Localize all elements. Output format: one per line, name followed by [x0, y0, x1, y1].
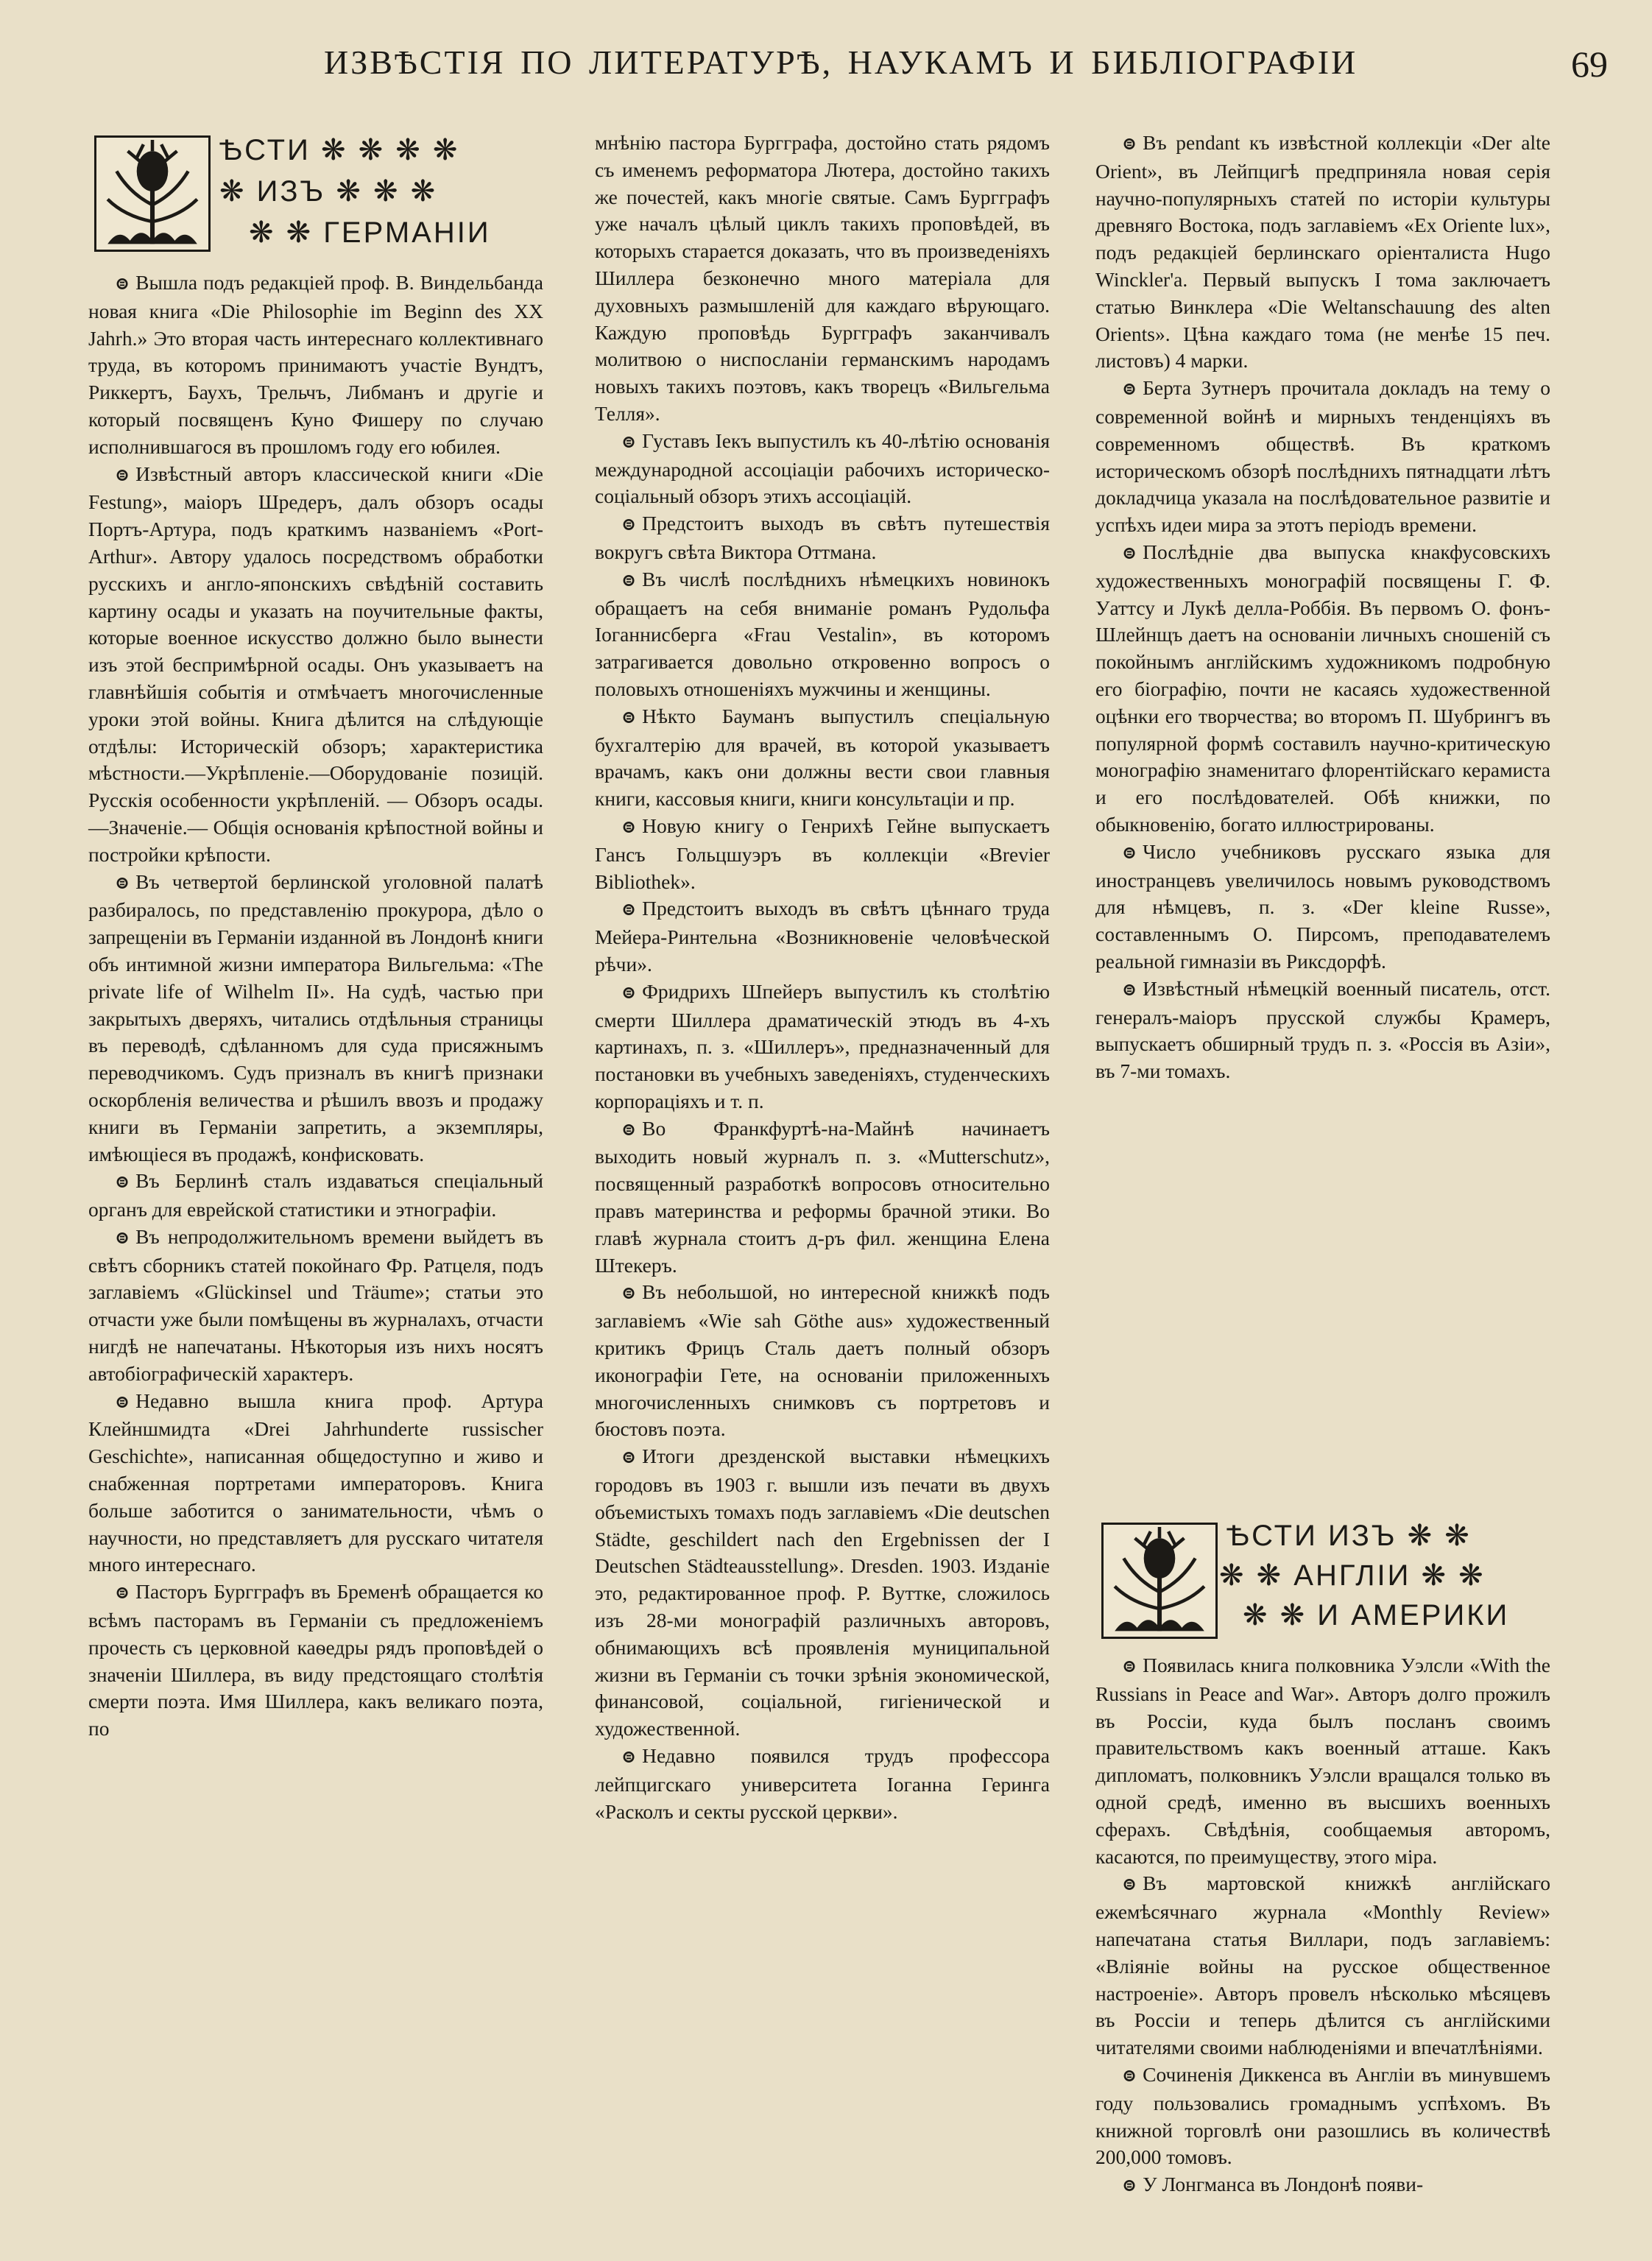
- heading-line-1: ѢСТИ ИЗЪ ❋ ❋: [1226, 1520, 1472, 1552]
- page-number: 69: [1571, 43, 1608, 85]
- article-paragraph: ⊜ Въ числѣ послѣднихъ нѣмецкихъ новинокъ обращаетъ на себя вниманіе романъ Рудольфа Іоганнисберга «Frau Vestalin», въ которомъ затрагивается довольно откровенно вопросъ о половыхъ отношеніяхъ мужчины и женщины.: [595, 567, 1050, 700]
- paragraph-mark-icon: ⊜: [621, 1284, 637, 1304]
- article-paragraph: ⊜ Число учебниковъ русскаго языка для иностранцевъ увеличилось новымъ руководствомъ для нѣмцевъ, п. з. «Der kleine Russe», составленнымъ О. Пирсомъ, преподавателемъ реальной гимназіи въ Риксдорфѣ.: [1095, 839, 1550, 973]
- paragraph-mark-icon: ⊜: [621, 817, 637, 837]
- paragraph-mark-icon: ⊜: [115, 275, 130, 294]
- article-paragraph: ⊜ Въ мартовской книжкѣ англійскаго ежемѣсячнаго журнала «Monthly Review» напечатана статья Виллари, подъ заглавіемъ: «Вліяніе войны на русское общественное настроеніе». Авторъ провелъ нѣсколько мѣсяцевъ въ Россіи и теперь дѣлится съ англійскими читателями своими наблюденіями и впечатлѣніями.: [1095, 1872, 1550, 2059]
- running-head: ИЗВѢСТІЯ ПО ЛИТЕРАТУРѢ, НАУКАМЪ И БИБЛІОГРАФІИ: [324, 43, 1358, 81]
- article-paragraph: ⊜ Фридрихъ Шпейеръ выпустилъ къ столѣтію смерти Шиллера драматическій этюдъ въ 4-хъ картинахъ, п. з. «Шиллеръ», предназначенный для постановки въ учебныхъ заведеніяхъ, студенческихъ корпораціяхъ и т. п.: [595, 979, 1050, 1112]
- article-paragraph: ⊜ Густавъ Іекъ выпустилъ къ 40-лѣтію основанія международной ассоціаціи рабочихъ историческо-соціальный обзоръ этихъ ассоціацій.: [595, 428, 1050, 508]
- paragraph-mark-icon: ⊜: [621, 432, 637, 452]
- paragraph-mark-icon: ⊜: [621, 900, 637, 920]
- article-paragraph-continuation: мнѣнію пастора Бургграфа, достойно стать рядомъ съ именемъ реформатора Лютера, достойно такихъ же почестей, какъ многіе святые. Самъ Бургграфъ уже началъ цѣлый циклъ такихъ проповѣдей, въ которыхъ старается доказать, что въ произведеніяхъ Шиллера безконечно много матеріала для духовныхъ размышленій для каждаго вѣрующаго. Каждую проповѣдь Бургграфъ заканчивалъ молитвою о ниспосланіи германскимъ народамъ новыхъ такихъ поэтовъ, какъ творецъ «Вильгельма Телля».: [595, 131, 1050, 425]
- article-paragraph: ⊜ Во Франкфуртѣ-на-Майнѣ начинаетъ выходить новый журналъ п. з. «Mutterschutz», посвященный разработкѣ вопросовъ относительно правъ материнства и реформы брачной этики. Во главѣ журнала стоитъ д-ръ фил. женщина Елена Штекеръ.: [595, 1116, 1050, 1277]
- article-paragraph: ⊜ Предстоитъ выходъ въ свѣтъ путешествія вокругъ свѣта Виктора Оттмана.: [595, 512, 1050, 563]
- paragraph-mark-icon: ⊜: [115, 1228, 130, 1248]
- thistle-ornament-icon: [1101, 1523, 1218, 1639]
- article-paragraph: ⊜ Итоги дрезденской выставки нѣмецкихъ городовъ въ 1903 г. вышли изъ печати въ двухъ объемистыхъ томахъ подъ заглавіемъ «Die deutschen Städte, geschildert nach den Ergebnissen der I Deutschen Städteausstellung». Dresden. 1903. Изданіе это, редактированное проф. Р. Вуттке, сложилось изъ 28-ми монографій различныхъ авторовъ, обнимающихъ всѣ проявленія муниципальной жизни въ Германіи съ точки зрѣнія экономической, финансовой, соціальной, гигіенической и художественной.: [595, 1445, 1050, 1740]
- column-3: [1095, 130, 1550, 2196]
- article-paragraph: ⊜ Въ четвертой берлинской уголовной палатѣ разбиралось, по представленію прокурора, дѣло о запрещеніи въ Германіи изданной въ Лондонѣ книги объ интимной жизни императора Вильгельма: «The private life of Wilhelm II». На судѣ, частью при закрытыхъ дверяхъ, читались отдѣльныя страницы въ переводѣ, сдѣланномъ для суда присяжнымъ переводчикомъ. Судъ призналъ въ книгѣ признаки оскорбленія величества и рѣшилъ ввозъ и продажу книги въ Германіи запретить, а экземпляры, имѣющіеся въ продажѣ, конфисковать.: [88, 870, 543, 1165]
- paragraph-mark-icon: ⊜: [621, 708, 637, 727]
- article-paragraph: ⊜ У Лонгманса въ Лондонѣ появи-: [1122, 2173, 1424, 2196]
- section-heading-england: [1095, 1517, 1550, 1642]
- article-paragraph: ⊜ Извѣстный авторъ классической книги «Die Festung», маіоръ Шредеръ, далъ обзоръ осады Портъ-Артура, подъ краткимъ названіемъ «Port-Arthur». Автору удалось посредствомъ обработки русскихъ и англо-японскихъ свѣдѣній составить картину осады и указать на поучительные факты, которые военное искусство должно было вынести изъ этой беспримѣрной осады. Онъ указываетъ на главнѣйшія событія и отмѣчаетъ многочисленные уроки этой войны. Книга дѣлится на слѣдующіе отдѣлы: Историческій обзоръ; характеристика мѣстности.—Укрѣпленіе.—Оборудованіе позицій. Русскія особенности укрѣпленій. — Обзоръ осады.—Значеніе.— Общія основанія крѣпостной войны и постройки крѣпости.: [88, 462, 543, 866]
- paragraph-mark-icon: ⊜: [1122, 543, 1137, 563]
- article-paragraph: ⊜ Недавно вышла книга проф. Артура Клейншмидта «Drei Jahrhunderte russischer Geschichte», написанная общедоступно и живо и снабженная портретами императоровъ. Книга больше заботится о занимательности, чѣмъ о научности, но представляетъ для русскаго читателя много интереснаго.: [88, 1389, 543, 1576]
- section-england-america: [1095, 1517, 1550, 2200]
- paragraph-mark-icon: ⊜: [621, 571, 637, 590]
- article-paragraph: ⊜ Въ небольшой, но интересной книжкѣ подъ заглавіемъ «Wie sah Göthe aus» художественный критикъ Фрицъ Сталь даетъ полный обзоръ иконографіи Гете, на основаніи приложенныхъ многочисленныхъ снимковъ съ портретовъ и бюстовъ поэта.: [595, 1280, 1050, 1441]
- page-header: [74, 43, 1608, 102]
- paragraph-mark-icon: ⊜: [621, 1448, 637, 1468]
- paragraph-mark-icon: ⊜: [115, 1584, 130, 1604]
- article-paragraph: ⊜ Сочиненія Диккенса въ Англіи въ минувшемъ году пользовались громаднымъ успѣхомъ. Въ книжной торговлѣ они разошлись въ количествѣ 200,000 томовъ.: [1095, 2062, 1550, 2169]
- article-paragraph: ⊜ Послѣдніе два выпуска кнакфусовскихъ художественныхъ монографій посвящены Г. Ф. Уаттсу и Лукѣ делла-Роббія. Въ первомъ О. фонъ-Шлейнщъ даетъ на основаніи личныхъ сношеній съ покойнымъ англійскимъ художникомъ подробную его біографію, почти не касаясь художественной оцѣнки его творчества; во второмъ П. Шубрингъ въ популярной формѣ составилъ научно-критическую монографію знаменитаго флорентійскаго керамиста и его послѣдователей. Обѣ книжки, по обыкновенію, богато иллюстрированы.: [1095, 540, 1550, 836]
- paragraph-mark-icon: ⊜: [1122, 980, 1137, 1000]
- paragraph-mark-icon: ⊜: [115, 1392, 130, 1412]
- article-paragraph: ⊜ Нѣкто Бауманъ выпустилъ спеціальную бухгалтерію для врачей, въ которой указываетъ врачамъ, какъ они должны вести свои главныя книги, кассовыя книги, книги консультаціи и пр.: [595, 704, 1050, 811]
- column-1: [88, 130, 543, 1743]
- paragraph-mark-icon: ⊜: [1122, 380, 1137, 400]
- paragraph-mark-icon: ⊜: [1122, 1657, 1137, 1676]
- paragraph-mark-icon: ⊜: [621, 1748, 637, 1768]
- paragraph-mark-icon: ⊜: [1122, 135, 1137, 154]
- heading-line-1: ѢСТИ ❋ ❋ ❋ ❋: [219, 134, 460, 166]
- paragraph-mark-icon: ⊜: [621, 515, 637, 535]
- heading-line-2: ❋ ❋ АНГЛІИ ❋ ❋: [1219, 1559, 1486, 1592]
- heading-line-3: ❋ ❋ ГЕРМАНІИ: [249, 216, 491, 249]
- article-paragraph: ⊜ Извѣстный нѣмецкій военный писатель, отст. генералъ-маіоръ прусской службы Крамеръ, выпускаетъ обширный трудъ п. з. «Россія въ Азіи», въ 7-ми томахъ.: [1095, 976, 1550, 1083]
- paragraph-mark-icon: ⊜: [115, 465, 130, 485]
- section-heading-germany: [88, 130, 543, 261]
- paragraph-mark-icon: ⊜: [115, 873, 130, 893]
- heading-line-3: ❋ ❋ И АМЕРИКИ: [1243, 1599, 1510, 1632]
- thistle-ornament-icon: [94, 135, 211, 252]
- paragraph-mark-icon: ⊜: [1122, 2176, 1137, 2196]
- article-paragraph: ⊜ Пасторъ Бургграфъ въ Бременѣ обращается ко всѣмъ пасторамъ въ Германіи съ предложеніемъ прочесть съ церковной каѳедры рядъ проповѣдей о значеніи Шиллера, въ виду предстоящаго столѣтія смерти поэта. Имя Шиллера, какъ великаго поэта, по: [88, 1580, 543, 1740]
- paragraph-mark-icon: ⊜: [1122, 1875, 1137, 1895]
- paragraph-mark-icon: ⊜: [115, 1173, 130, 1193]
- article-paragraph: ⊜ Вышла подъ редакціей проф. В. Виндельбанда новая книга «Die Philosophie im Beginn des XX Jahrh.» Это вторая часть интереснаго коллективнаго труда, въ которомъ принимаютъ участіе Вундтъ, Риккертъ, Баухъ, Трельчъ, Либманъ и другіе и который посвященъ Куно Фишеру по случаю исполнившагося въ прошломъ году его юбилея.: [88, 271, 543, 458]
- article-paragraph: ⊜ Берта Зутнеръ прочитала докладъ на тему о современной войнѣ и мирныхъ тенденціяхъ въ современномъ обществѣ. Въ краткомъ историческомъ обзорѣ послѣднихъ пятнадцати лѣтъ докладчица указала на послѣдовательное развитіе и успѣхъ идеи мира за этотъ періодъ времени.: [1095, 376, 1550, 537]
- article-paragraph: ⊜ Въ Берлинѣ сталъ издаваться спеціальный органъ для еврейской статистики и этнографіи.: [88, 1169, 543, 1221]
- paragraph-mark-icon: ⊜: [1122, 2066, 1137, 2086]
- article-paragraph: ⊜ Предстоитъ выходъ въ свѣтъ цѣннаго труда Мейера-Ринтельна «Возникновеніе человѣческой рѣчи».: [595, 897, 1050, 976]
- paragraph-mark-icon: ⊜: [1122, 843, 1137, 863]
- article-paragraph: ⊜ Появилась книга полковника Уэлсли «With the Russians in Peace and War». Авторъ долго прожилъ въ Россіи, куда былъ посланъ своимъ правительствомъ какъ военный атташе. Какъ дипломатъ, полковникъ Уэлсли вращался только въ одной средѣ, именно въ высшихъ военныхъ сферахъ. Свѣдѣнія, сообщаемыя авторомъ, касаются, по преимуществу, этого міра.: [1095, 1654, 1550, 1868]
- article-paragraph: ⊜ Недавно появился трудъ профессора лейпцигскаго университета Іоганна Геринга «Расколъ и секты русской церкви».: [595, 1744, 1050, 1823]
- paragraph-mark-icon: ⊜: [621, 1120, 637, 1140]
- heading-line-2: ❋ ИЗЪ ❋ ❋ ❋: [219, 175, 438, 208]
- article-paragraph: ⊜ Въ непродолжительномъ времени выйдетъ въ свѣтъ сборникъ статей покойнаго Фр. Ратцеля, подъ заглавіемъ «Glückinsel und Träume»; статьи это отчасти уже были помѣщены въ журналахъ, отчасти нигдѣ не напечатаны. Нѣкоторыя изъ нихъ носятъ автобіографическій характеръ.: [88, 1224, 543, 1385]
- column-2: [595, 130, 1050, 1825]
- article-paragraph: ⊜ Въ pendant къ извѣстной коллекціи «Der alte Orient», въ Лейпцигѣ предприняла новая серія научно-популярныхъ статей по исторіи культуры древняго Востока, подъ заглавіемъ «Ex Oriente lux», подъ редакціей берлинскаго оріенталиста Hugo Winckler'а. Первый выпускъ I тома заключаетъ статью Винклера «Die Weltanschauung des alten Orients». Цѣна каждаго тома (не менѣе 15 печ. листовъ) 4 марки.: [1095, 131, 1550, 373]
- paragraph-mark-icon: ⊜: [621, 983, 637, 1003]
- article-paragraph: ⊜ Новую книгу о Генрихѣ Гейне выпускаетъ Гансъ Гольцшуэръ въ коллекціи «Brevier Bibliothek».: [595, 814, 1050, 893]
